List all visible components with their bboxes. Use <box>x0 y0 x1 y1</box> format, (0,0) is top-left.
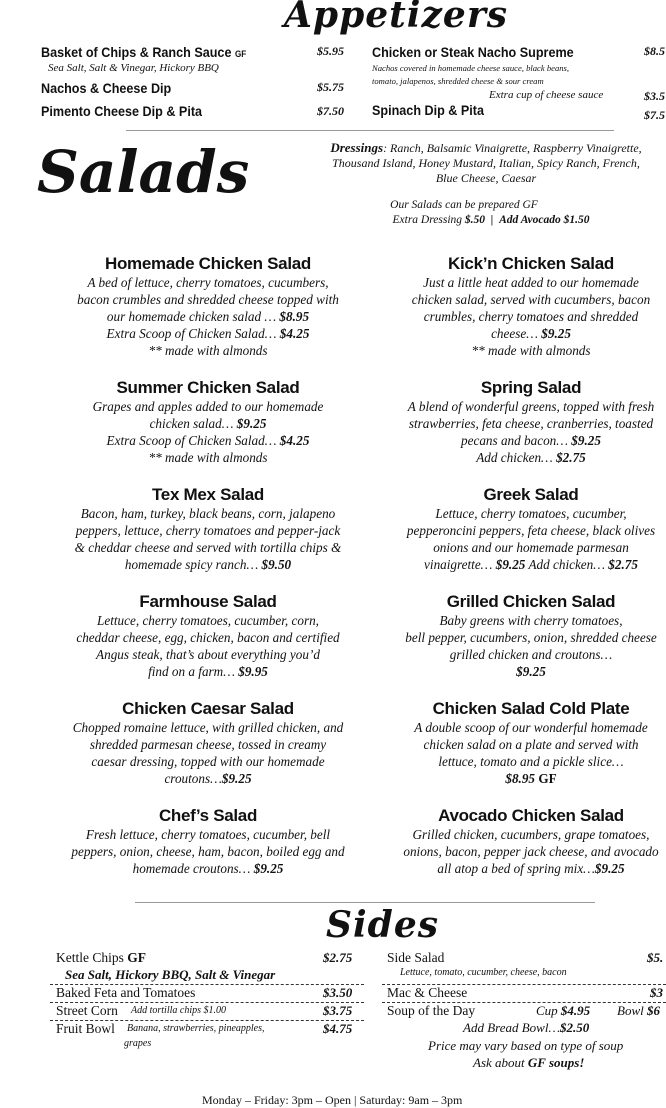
side-sub: Sea Salt, Hickory BBQ, Salt & Vinegar <box>65 967 276 982</box>
appetizer-name: Nachos & Cheese Dip <box>41 80 172 96</box>
appetizers-heading: Appetizers <box>284 0 509 36</box>
side-name: Side Salad <box>387 950 445 965</box>
salad-avocado-chicken: Avocado Chicken Salad Grilled chicken, cucumbers, grape tomatoes, onions, bacon, pepper jack cheese, and avocado all atop a bed of spring mix…$9.25 <box>403 806 659 876</box>
gf-soups-note: Ask about GF soups! <box>473 1055 585 1070</box>
appetizer-price: $5.95 <box>317 44 344 58</box>
side-name: Soup of the Day <box>387 1003 476 1018</box>
appetizer-price: $5.75 <box>317 80 344 94</box>
side-name: Mac & Cheese <box>387 985 468 1000</box>
salad-farmhouse: Farmhouse Salad Lettuce, cherry tomatoes, cucumber, corn, cheddar cheese, egg, chicken, bacon and certified Angus steak, that’s about everything you’d find on a farm… $9.95 <box>76 592 340 679</box>
hours-footer: Monday – Friday: 3pm – Open | Saturday: 9am – 3pm <box>202 1093 463 1107</box>
appetizer-price: $8.5 <box>644 44 665 58</box>
salad-chefs: Chef’s Salad Fresh lettuce, cherry tomatoes, cucumber, bell peppers, onion, cheese, ham, bacon, boiled egg and homemade croutons… $9.25 <box>71 806 345 876</box>
salad-kickn-chicken: Kick’n Chicken Salad Just a little heat added to our homemade chicken salad, served with cucumbers, bacon crumbles, cherry tomatoes and shredded cheese… $9.25 ** made with almonds <box>411 254 651 358</box>
bread-bowl: Add Bread Bowl…$2.50 <box>463 1020 590 1035</box>
divider <box>135 902 595 903</box>
appetizer-name: Basket of Chips & Ranch Sauce GF <box>41 44 247 60</box>
appetizer-desc: Nachos covered in homemade cheese sauce, black beans, <box>372 63 570 73</box>
soup-bowl: Bowl $6 <box>617 1003 660 1018</box>
side-price: $3.75 <box>323 1003 353 1018</box>
appetizer-desc: tomato, jalapenos, shredded cheese & sour cream <box>372 76 544 86</box>
extra-dressing-line: Extra Dressing $.50 | Add Avocado $1.50 <box>392 214 590 226</box>
divider <box>126 130 614 131</box>
side-name: Fruit Bowl <box>56 1021 115 1036</box>
salad-tex-mex: Tex Mex Salad Bacon, ham, turkey, black beans, corn, jalapeno peppers, lettuce, cherry tomatoes and pepper-jack & cheddar cheese and served with tortilla chips & homemade spicy ranch… $9.50 <box>74 485 342 572</box>
salad-chicken-caesar: Chicken Caesar Salad Chopped romaine lettuce, with grilled chicken, and shredded parmesan cheese, tossed in creamy caesar dressing, topped with our homemade croutons…$9.25 <box>72 699 344 786</box>
appetizer-name: Spinach Dip & Pita <box>372 102 485 118</box>
soup-cup: Cup $4.95 <box>536 1003 591 1018</box>
salad-chicken-cold-plate: Chicken Salad Cold Plate A double scoop of our wonderful homemade chicken salad on a plate and served with lettuce, tomato and a pickle slice… $8.95 GF <box>414 699 648 786</box>
appetizer-name: Pimento Cheese Dip & Pita <box>41 103 203 119</box>
appetizer-name: Chicken or Steak Nacho Supreme <box>372 44 574 60</box>
appetizer-price: $7.5 <box>644 108 665 122</box>
appetizer-extra-price: $3.5 <box>644 89 665 103</box>
side-note: Banana, strawberries, pineapples, <box>127 1023 265 1034</box>
side-note: Add tortilla chips $1.00 <box>131 1005 226 1016</box>
side-sub: Lettuce, tomato, cucumber, cheese, bacon <box>400 967 567 978</box>
salad-greek: Greek Salad Lettuce, cherry tomatoes, cucumber, pepperoncini peppers, feta cheese, black olives onions and our homemade parmesan vinaigrette… $9.25 Add chicken… $2.75 <box>406 485 656 572</box>
sides-heading: Sides <box>326 904 440 946</box>
salad-summer-chicken: Summer Chicken Salad Grapes and apples added to our homemade chicken salad… $9.25 Extra Scoop of Chicken Salad… $4.25 ** made with almonds <box>92 378 324 465</box>
gf-note: Our Salads can be prepared GF <box>390 199 538 211</box>
side-name: Street Corn <box>56 1003 118 1018</box>
salad-grilled-chicken: Grilled Chicken Salad Baby greens with cherry tomatoes, bell pepper, cucumbers, onion, shredded cheese grilled chicken and croutons… $9.25 <box>405 592 657 679</box>
appetizer-extra-label: Extra cup of cheese sauce <box>489 89 604 101</box>
side-price: $4.75 <box>323 1021 353 1036</box>
soup-price-note: Price may vary based on type of soup <box>428 1038 624 1053</box>
salad-spring: Spring Salad A blend of wonderful greens, topped with fresh strawberries, feta cheese, cranberries, toasted pecans and bacon… $9.25 Add chicken… $2.75 <box>407 378 655 465</box>
appetizer-desc: Sea Salt, Salt & Vinegar, Hickory BBQ <box>48 62 219 74</box>
side-name: Baked Feta and Tomatoes <box>56 985 196 1000</box>
salad-homemade-chicken: Homemade Chicken Salad A bed of lettuce, cherry tomatoes, cucumbers, bacon crumbles and shredded cheese topped with our homemade chicken salad … $8.95 Extra Scoop of Chicken Salad… $4.25 ** made with almonds <box>77 254 339 358</box>
appetizer-price: $7.50 <box>317 104 344 118</box>
side-price: $2.75 <box>323 950 353 965</box>
side-note: grapes <box>124 1038 152 1049</box>
dressings-info: Dressings: Ranch, Balsamic Vinaigrette, Raspberry Vinaigrette, Thousand Island, Honey Mustard, Italian, Spicy Ranch, French, Blue Cheese, Caesar <box>330 140 642 185</box>
salads-heading: Salads <box>37 138 250 206</box>
side-price: $3.50 <box>323 985 353 1000</box>
side-name: Kettle Chips GF <box>56 950 146 965</box>
side-price: $3 <box>650 985 663 1000</box>
side-price: $5. <box>647 950 664 965</box>
